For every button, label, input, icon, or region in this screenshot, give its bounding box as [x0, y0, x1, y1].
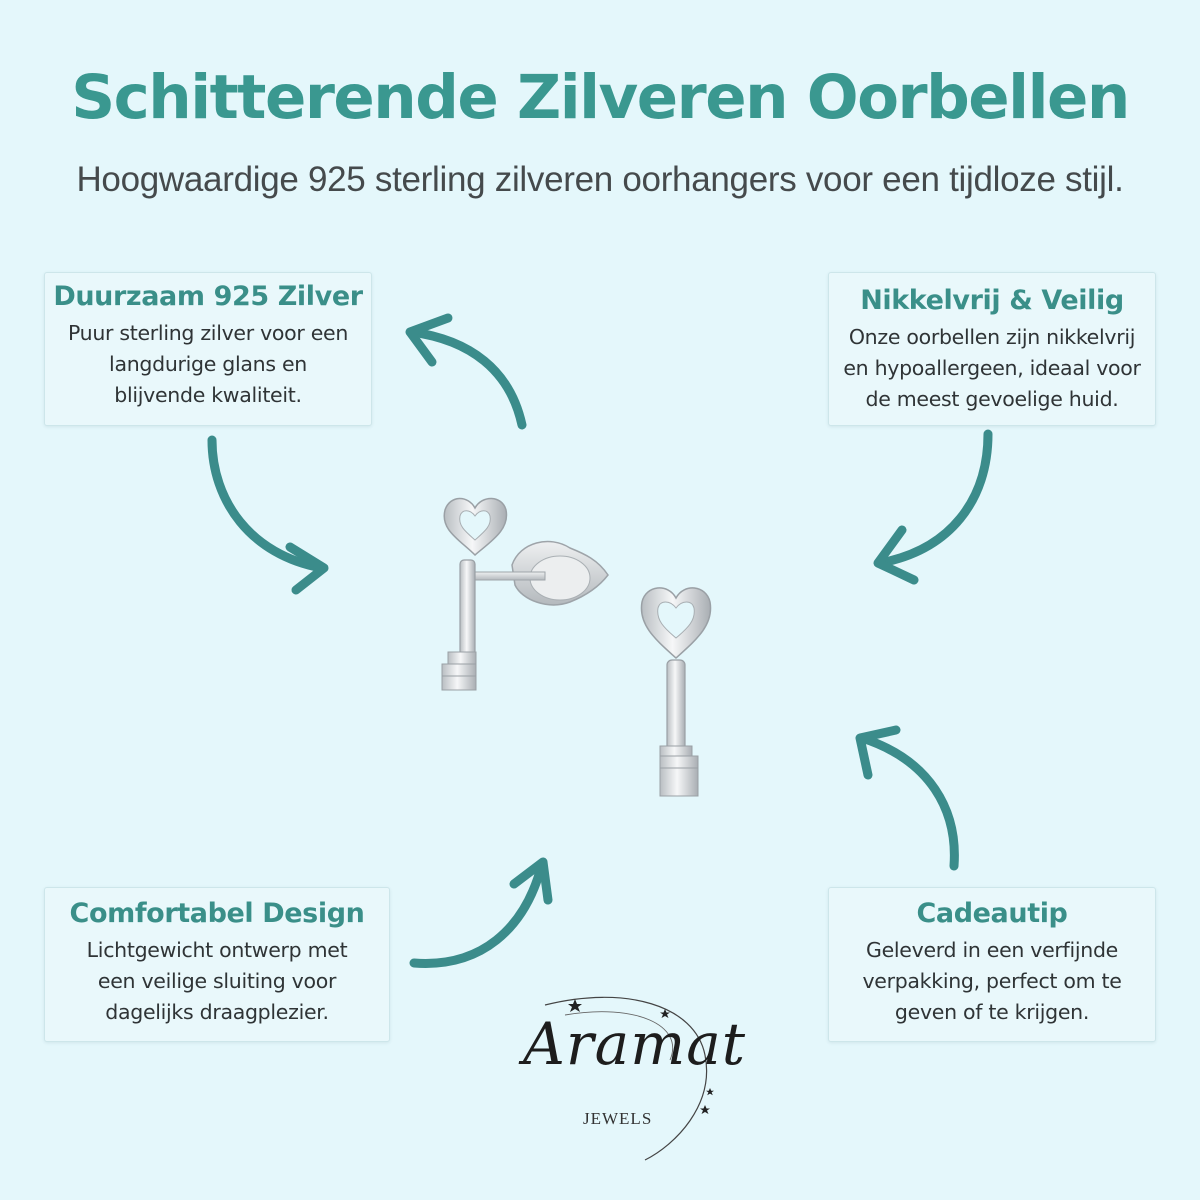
curved-arrow-icon	[414, 862, 548, 963]
page-title: Schitterende Zilveren Oorbellen	[71, 62, 1129, 133]
feature-title: Cadeautip	[916, 898, 1068, 929]
star-icon	[700, 1105, 710, 1114]
left-earring	[442, 498, 608, 690]
curved-arrow-icon	[410, 318, 522, 425]
feature-line: Puur sterling zilver voor een	[67, 321, 349, 345]
feature-title: Nikkelvrij & Veilig	[860, 285, 1124, 316]
star-icon	[706, 1088, 714, 1095]
feature-line: Geleverd in een verfijnde	[866, 938, 1118, 962]
feature-line: geven of te krijgen.	[894, 1000, 1090, 1024]
heart-key-earring-image	[420, 480, 740, 810]
feature-line: en hypoallergeen, ideaal voor	[843, 356, 1141, 380]
feature-title: Duurzaam 925 Zilver	[53, 281, 363, 312]
feature-line: de meest gevoelige huid.	[865, 387, 1119, 411]
feature-line: dagelijks draagplezier.	[105, 1000, 329, 1024]
feature-line: verpakking, perfect om te	[862, 969, 1122, 993]
feature-line: Onze oorbellen zijn nikkelvrij	[848, 325, 1136, 349]
page-subtitle: Hoogwaardige 925 sterling zilveren oorhangers voor een tijdloze stijl.	[76, 160, 1124, 199]
logo-subtext: JEWELS	[583, 1109, 653, 1128]
curved-arrow-icon	[860, 730, 954, 866]
right-earring	[641, 588, 710, 796]
feature-title: Comfortabel Design	[69, 898, 365, 929]
feature-line: blijvende kwaliteit.	[114, 383, 302, 407]
logo-script: Aramat	[523, 1010, 747, 1078]
feature-line: langdurige glans en	[109, 352, 307, 376]
curved-arrow-icon	[212, 440, 324, 590]
feature-line: Lichtgewicht ontwerp met	[86, 938, 348, 962]
curved-arrow-icon	[878, 434, 988, 580]
feature-line: een veilige sluiting voor	[97, 969, 337, 993]
